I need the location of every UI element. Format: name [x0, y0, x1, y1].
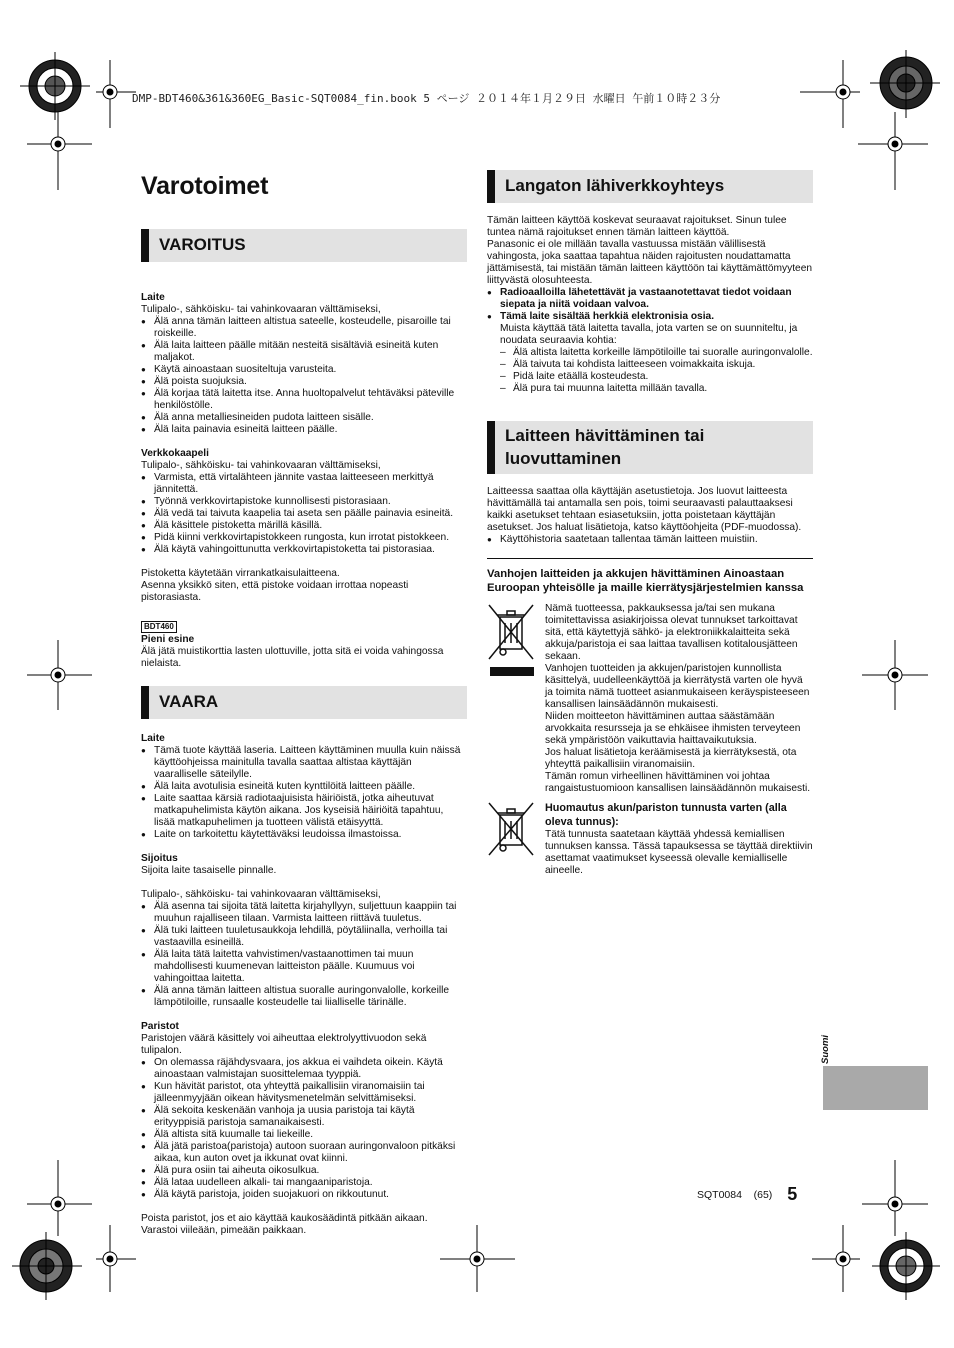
sub-page-number: (65)	[753, 1189, 773, 1201]
disposal-text: Laitteessa saattaa olla käyttäjän asetustietoja. Jos luovut laitteesta hävittämällä tai antamalla sen pois, toimi seuraavasti palauttaaksesi kaikki asetukset tehtaan esiasetuksiin, jotta poistetaan käyttäjän asetukset. Jos haluat lisätietoja, katso käyttöohjeita (PDF-muodossa).	[487, 485, 802, 533]
battery-icon-box	[487, 801, 537, 877]
weee-icon-box	[487, 603, 537, 795]
document-code: SQT0084	[697, 1189, 742, 1201]
paristot-footer-2: Varastoi viileään, pimeään paikkaan.	[141, 1224, 307, 1236]
pistoke-text-2: Asenna yksikkö siten, että pistoke voidaan irrottaa nopeasti pistorasiasta.	[141, 579, 409, 603]
wireless-list	[487, 287, 813, 323]
battery-text-block	[545, 801, 813, 877]
list-item: ● Älä korjaa tätä laitetta itse. Anna huoltopalvelut tehtäväksi päteville henkilöstölle.	[141, 388, 467, 412]
weee-text-3: Niiden moitteeton hävittäminen auttaa säästämään arvokkaita resursseja ja se ehkäisee ihmisten terveyteen sekä ympäristöön vaikuttavia haittavaikutuksia.	[545, 710, 801, 746]
list-item: – Pidä laite etäällä kosteudesta.	[500, 371, 813, 383]
list-item: ● Älä laita tätä laitetta vahvistimen/vastaanottimen tai muun mahdollisesti kuumenevan laitteiston päälle. Kuumuus voi vahingoittaa laitetta.	[141, 949, 467, 985]
wireless-bullet-2-text: Muista käyttää tätä laitetta tavalla, jota varten se on suunniteltu, ja noudata seuraavia kohtia:	[500, 322, 798, 346]
subheading-laite-vaara: Laite	[141, 732, 165, 744]
disposal-list	[487, 534, 813, 546]
subheading-sijoitus: Sijoitus	[141, 852, 178, 864]
laite-intro: Tulipalo-, sähköisku- tai vahinkovaaran välttämiseksi,	[141, 303, 381, 315]
vaara-laite-list	[141, 745, 467, 841]
list-item: ● Käyttöhistoria saatetaan tallentaa tämän laitteen muistiin.	[487, 534, 813, 546]
list-item: ● Työnnä verkkovirtapistoke kunnollisesti pistorasiaan.	[141, 496, 467, 508]
sijoitus-list	[141, 901, 467, 1009]
list-item: ● Älä laita avotulisia esineitä kuten kynttilöitä laitteen päälle.	[141, 781, 467, 793]
verkko-intro: Tulipalo-, sähköisku- tai vahinkovaaran välttämiseksi,	[141, 459, 381, 471]
battery-text: Tätä tunnusta saatetaan käyttää yhdessä kemiallisen tunnuksen kanssa. Tässä tapauksessa se täyttää direktiivin asettamat vaatimukset kyseessä olevalle kemialliselle aineelle.	[545, 828, 813, 876]
verkko-list	[141, 472, 467, 556]
list-item: ● Älä sekoita keskenään vanhoja ja uusia paristoja tai käytä erityyppisiä paristoja samanaikaisesti.	[141, 1105, 467, 1129]
list-item: ● Laite on tarkoitettu käytettäväksi leudoissa ilmastoissa.	[141, 829, 467, 841]
weee-text-4: Jos haluat lisätietoja keräämisestä ja kierrätyksestä, ota yhteyttä paikallisiin viranomaisiin.	[545, 746, 797, 770]
language-tab	[823, 1066, 928, 1110]
pistoke-text-1: Pistoketta käytetään virrankatkaisulaitteena.	[141, 567, 340, 579]
list-item: ● Varmista, että virtalähteen jännite vastaa laitteeseen merkittyä jännitettä.	[141, 472, 467, 496]
page-number: 5	[787, 1184, 798, 1204]
weee-block	[487, 603, 813, 795]
list-item: ● Kun hävität paristot, ota yhteyttä paikallisiin viranomaisiin tai jälleenmyyjään oikean hävitysmenetelmän selvittämiseksi.	[141, 1081, 467, 1105]
section-heading-varoitus: VAROITUS	[141, 229, 467, 262]
list-item: – Älä pura tai muunna laitetta millään tavalla.	[500, 383, 813, 395]
list-item: ● Radioaalloilla lähetettävät ja vastaanotettavat tiedot voidaan siepata ja niitä voidaan valvoa.	[487, 287, 813, 311]
section-heading-disposal: Laitteen hävittäminen tai luovuttaminen	[487, 421, 813, 474]
pieni-text: Älä jätä muistikorttia lasten ulottuville, jotta sitä ei voida vahingossa nielaista.	[141, 645, 444, 669]
sijoitus-intro: Tulipalo-, sähköisku- tai vahinkovaaran välttämiseksi,	[141, 888, 381, 900]
page-footer	[697, 1184, 797, 1205]
subheading-verkkokaapeli: Verkkokaapeli	[141, 447, 209, 459]
list-item: ● Älä laita laitteen päälle mitään nesteitä sisältäviä esineitä kuten maljakot.	[141, 340, 467, 364]
list-item: ● Pidä kiinni verkkovirtapistokkeen rungosta, kun irrotat pistokkeen.	[141, 532, 467, 544]
list-item: ● On olemassa räjähdysvaara, jos akkua ei vaihdeta oikein. Käytä ainoastaan valmistajan suosittelemaa tyyppiä.	[141, 1057, 467, 1081]
list-item: ● Älä jätä paristoa(paristoja) autoon suoraan auringonvaloon pitkäksi aikaa, kun auton ovet ja ikkunat ovat kiinni.	[141, 1141, 467, 1165]
sijoitus-text: Sijoita laite tasaiselle pinnalle.	[141, 864, 277, 876]
print-header: DMP-BDT460&361&360EG_Basic-SQT0084_fin.book 5 ページ ２０１４年１月２９日 水曜日 午前１０時２３分	[132, 92, 721, 105]
list-item: – Älä taivuta tai kohdista laitteeseen voimakkaita iskuja.	[500, 359, 813, 371]
crossed-bin-icon	[487, 603, 537, 681]
weee-text-5: Tämän romun virheellinen hävittäminen voi johtaa rangaistustuomioon kansallisen lainsäädännön mukaisesti.	[545, 770, 811, 794]
list-item: ● Älä asenna tai sijoita tätä laitetta kirjahyllyyn, suljettuun kaappiin tai muuhun rajalliseen tilaan. Varmista laitteen riittävä tuuletus.	[141, 901, 467, 925]
right-column	[487, 170, 813, 877]
left-column	[141, 172, 467, 1237]
list-item: ● Älä lataa uudelleen alkali- tai mangaaniparistoja.	[141, 1177, 467, 1189]
section-heading-wireless: Langaton lähiverkkoyhteys	[487, 170, 813, 203]
wireless-dash-list	[487, 347, 813, 395]
list-item: ● Tämä laite sisältää herkkiä elektronisia osia.	[487, 311, 813, 323]
list-item: ● Älä pura osiin tai aiheuta oikosulkua.	[141, 1165, 467, 1177]
paristot-list	[141, 1057, 467, 1201]
list-item: ● Laite saattaa kärsiä radiotaajuisista häiriöistä, jotka aiheutuvat matkapuhelimista käytön aikana. Jos kyseisiä häiriöitä tapahtuu, lisää matkapuhelimen ja tuotteen välistä etäisyyttä.	[141, 793, 467, 829]
paristot-intro: Paristojen väärä käsittely voi aiheuttaa elektrolyyttivuodon sekä tulipalon.	[141, 1032, 427, 1056]
list-item: – Älä altista laitetta korkeille lämpötiloille tai suoralle auringonvalolle.	[500, 347, 813, 359]
list-item: ● Älä käytä paristoja, joiden suojakuori on rikkoutunut.	[141, 1189, 467, 1201]
page-title: Varotoimet	[141, 172, 269, 200]
subheading-paristot: Paristot	[141, 1020, 179, 1032]
list-item: ● Älä käytä vahingoittunutta verkkovirtapistoketta tai pistorasiaa.	[141, 544, 467, 556]
weee-text-2: Vanhojen tuotteiden ja akkujen/paristojen kunnollista käsittelyä, uudelleenkäyttöä ja kierrätystä varten ole hyvä ja toimita nämä tuotteet asianmukaiseen keräyspisteeseen kansallisen lainsäädännön mukaisesti.	[545, 662, 810, 710]
battery-block	[487, 801, 813, 877]
list-item: ● Älä laita painavia esineitä laitteen päälle.	[141, 424, 467, 436]
weee-heading: Vanhojen laitteiden ja akkujen hävittäminen Ainoastaan Euroopan yhteisölle ja maille kierrätysjärjestelmien kanssa	[487, 567, 804, 594]
weee-text-1: Nämä tuotteessa, pakkauksessa ja/tai sen mukana toimitettavissa asiakirjoissa olevat tunnukset tarkoittavat sitä, että käytettyjä sähkö- ja elektroniikkalaitteita sekä akkuja/paristoja ei saa laittaa tavallisen kotitalousjätteen sekaan.	[545, 602, 798, 662]
list-item: ● Älä poista suojuksia.	[141, 376, 467, 388]
subheading-pieni-esine: Pieni esine	[141, 633, 195, 645]
list-item: ● Älä käsittele pistoketta märillä käsillä.	[141, 520, 467, 532]
section-heading-vaara: VAARA	[141, 686, 467, 719]
paristot-footer-1: Poista paristot, jos et aio käyttää kaukosäädintä pitkään aikaan.	[141, 1212, 428, 1224]
list-item: ● Älä vedä tai taivuta kaapelia tai aseta sen päälle painavia esineitä.	[141, 508, 467, 520]
list-item: ● Älä tuki laitteen tuuletusaukkoja lehdillä, pöytäliinalla, verhoilla tai vastaavilla esineillä.	[141, 925, 467, 949]
list-item: ● Älä anna tämän laitteen altistua suoralle auringonvalolle, korkeille lämpötiloille, runsaalle kosteudelle tai liialliselle tärinälle.	[141, 985, 467, 1009]
list-item: ● Älä anna metalliesineiden pudota laitteen sisälle.	[141, 412, 467, 424]
weee-text	[545, 603, 813, 795]
wireless-intro-2: Panasonic ei ole millään tavalla vastuussa mistään välillisestä vahingosta, joka saattaa tapahtua näiden rajoitusten noudattamatta jättämisestä, tai mistään tämän laitteen käyttöön tai käyttämättömyyteen liittyvästä olosuhteesta.	[487, 238, 813, 286]
list-item: ● Älä altista sitä kuumalle tai liekeille.	[141, 1129, 467, 1141]
crossed-bin-icon	[487, 801, 537, 859]
list-item: ● Tämä tuote käyttää laseria. Laitteen käyttäminen muulla kuin näissä käyttöohjeissa mainitulla tavalla saattaa altistaa käyttäjän vaaralliselle säteilylle.	[141, 745, 467, 781]
wireless-intro-1: Tämän laitteen käyttöä koskevat seuraavat rajoitukset. Sinun tulee tuntea nämä rajoitukset ennen tämän laitteen käyttöä.	[487, 214, 787, 238]
laite-list	[141, 316, 467, 436]
list-item: ● Älä anna tämän laitteen altistua sateelle, kosteudelle, pisaroille tai roiskeille.	[141, 316, 467, 340]
battery-heading: Huomautus akun/pariston tunnusta varten (alla oleva tunnus):	[545, 801, 787, 828]
subheading-laite: Laite	[141, 291, 165, 303]
divider	[487, 558, 813, 559]
language-label: Suomi	[820, 1034, 831, 1064]
list-item: ● Käytä ainoastaan suositeltuja varusteita.	[141, 364, 467, 376]
model-tag: BDT460	[141, 621, 177, 633]
